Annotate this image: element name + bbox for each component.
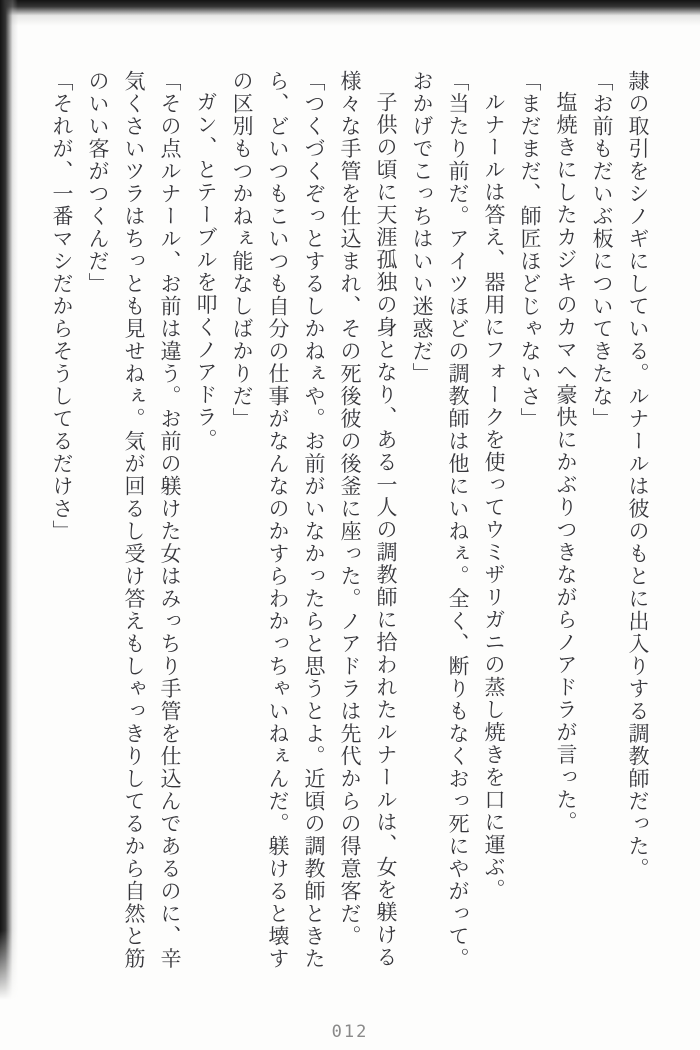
paragraph: 「まだまだ、師匠ほどじゃないさ」	[518, 70, 542, 430]
page-number: 012	[331, 1022, 369, 1042]
paragraph: ルナールは答え、器用にフォークを使ってウミザリガニの蒸し焼きを口に運ぶ。	[482, 91, 506, 901]
paragraph: 隷の取引をシノギにしている。ルナールは彼のもとに出入りする調教師だった。	[626, 70, 650, 880]
paragraph: 「当たり前だ。アイツほどの調教師は他にいねぇ。全く、断りもなくおっ死にやがって。おかげでこっちはいい迷惑だ」	[410, 70, 470, 970]
paragraph: 「お前もだいぶ板についてきたな」	[590, 70, 614, 430]
scan-shadow-top	[0, 0, 700, 26]
paragraph: 「それが、一番マシだからそうしてるだけさ」	[50, 70, 74, 543]
paragraph: 「その点ルナール、お前は違う。お前の躾けた女はみっちり手管を仕込んであるのに、辛気くさいツラはちっとも見せねぇ。気が回るし受け答えもしゃっきりしてるから自然と筋のいい客がつくんだ」	[86, 70, 182, 970]
paragraph: ガン、とテーブルを叩くノアドラ。	[194, 91, 218, 451]
paragraph: 「つくづくぞっとするしかねぇや。お前がいなかったらと思うとよ。近頃の調教師ときたら、どいつもこいつも自分の仕事がなんなのかすらわかっちゃいねぇんだ。躾けると壊すの区別もつかねぇ能なしばかりだ」	[230, 70, 326, 970]
scan-shadow-left	[0, 0, 18, 1000]
vertical-text-block	[44, 70, 656, 975]
paragraph: 塩焼きにしたカジキのカマへ豪快にかぶりつきながらノアドラが言った。	[554, 91, 578, 834]
paragraph: 子供の頃に天涯孤独の身となり、ある一人の調教師に拾われたルナールは、女を躾ける様々な手管を仕込まれ、その死後彼の後釜に座った。ノアドラは先代からの得意客だ。	[338, 70, 398, 969]
